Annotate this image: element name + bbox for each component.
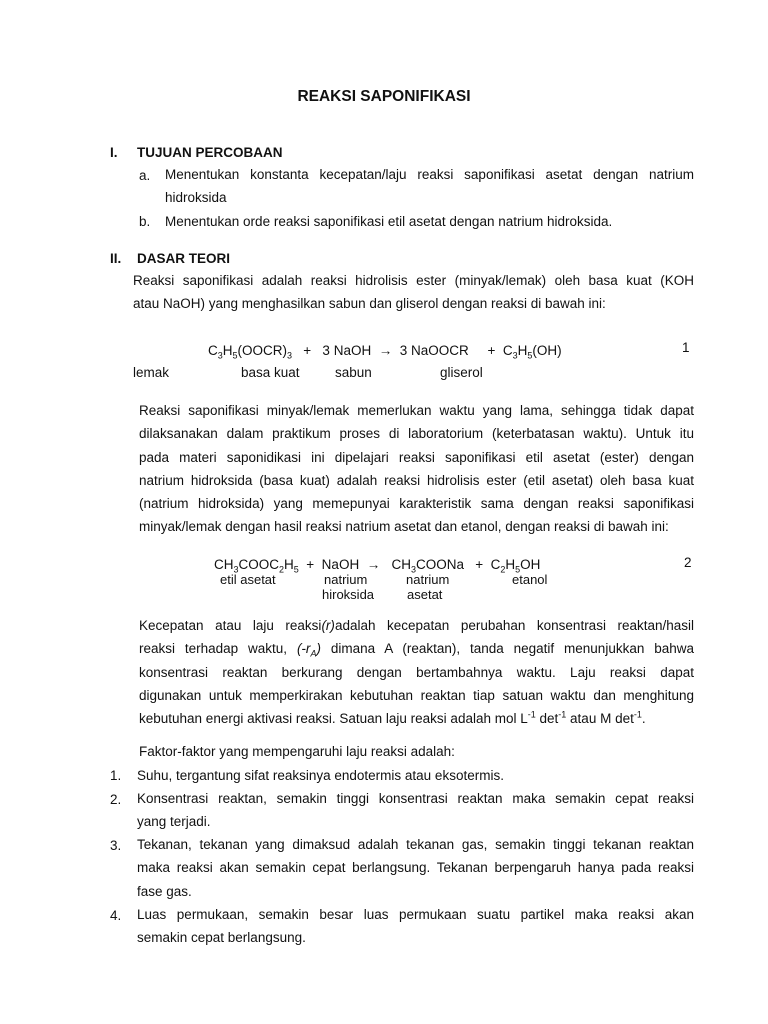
paragraph-3 xyxy=(139,614,694,730)
page-title: REAKSI SAPONIFIKASI xyxy=(297,88,471,105)
factor-3-line-2: maka reaksi akan semakin cepat berlangsung. Tekanan berpengaruh hanya pada reaksi xyxy=(137,860,694,876)
para2-line-2: dilaksanakan dalam praktikum proses di laboratorium (keterbatasan waktu). Untuk itu xyxy=(139,426,694,442)
intro-line-2: atau NaOH) yang menghasilkan sabun dan gliserol dengan reaksi di bawah ini: xyxy=(133,296,606,312)
para3-line-4: digunakan untuk memperkirakan kebutuhan reaktan tiap satuan waktu dan menghitung xyxy=(139,687,694,703)
label-natrium-2: natrium xyxy=(406,572,450,587)
para3-line-5: kebutuhan energi aktivasi reaksi. Satuan laju reaksi adalah mol $L^{-1}$ $\det^{-1}$ atau M $\det^{-1}$. xyxy=(139,709,646,727)
para2-line-4: natrium hidroksida (basa kuat) adalah reaksi hidrolisis ester (etil asetat) oleh basa kuat xyxy=(139,472,694,488)
factor-2-line-1: Konsentrasi reaktan, semakin tinggi konsentrasi reaktan maka semakin cepat reaksi xyxy=(137,791,694,806)
intro-line-1: Reaksi saponifikasi adalah reaksi hidrolisis ester (minyak/lemak) oleh basa kuat (KOH xyxy=(133,273,694,288)
factor-1-marker: 1. xyxy=(110,768,122,783)
objective-a-text xyxy=(165,163,694,210)
factor-3-text xyxy=(137,833,694,903)
factor-4-marker: 4. xyxy=(110,908,122,923)
factor-2-marker: 2. xyxy=(110,792,122,807)
equation-2: $CH_3COOC_2H_5$ + NaOH → $CH_3COONa + C_2H_5OH$ xyxy=(214,557,541,575)
objective-a-marker: a. xyxy=(139,168,151,183)
para3-line-1: Kecepatan atau laju reaksi(r)adalah kecepatan perubahan konsentrasi reaktan/hasil xyxy=(139,618,695,633)
section-2-number: II. xyxy=(110,251,122,266)
label-hiroksida: hiroksida xyxy=(322,587,375,602)
factors-intro: Faktor-faktor yang mempengaruhi laju reaksi adalah: xyxy=(139,744,455,759)
equation-2-number: 2 xyxy=(684,555,692,570)
para2-line-3: pada materi saponidikasi ini dipelajari reaksi saponifikasi etil asetat (ester) dengan xyxy=(139,449,694,465)
equation-1-number: 1 xyxy=(682,340,690,355)
objective-a-line-2: hidroksida xyxy=(165,190,227,206)
equation-1: $C_3H_5(OOCR)_3 + 3$ NaOH → 3 NaOOCR + $C_3H_5(OH)$ xyxy=(208,343,562,361)
label-asetat: asetat xyxy=(407,587,443,602)
section-1-heading: TUJUAN PERCOBAAN xyxy=(137,145,283,160)
intro-paragraph xyxy=(133,269,694,316)
para3-line-2: reaksi terhadap waktu, $(-r_A)$ dimana A (reaktan), tanda negatif menunjukkan bahwa xyxy=(139,641,694,659)
label-gliserol: gliserol xyxy=(440,365,483,380)
factor-3-line-3: fase gas. xyxy=(137,883,192,899)
para2-line-6: minyak/lemak dengan hasil reaksi natrium asetat dan etanol, dengan reaksi di bawah ini: xyxy=(139,519,669,535)
label-etanol: etanol xyxy=(512,572,548,587)
factor-1-text: Suhu, tergantung sifat reaksinya endotermis atau eksotermis. xyxy=(137,768,504,783)
para2-line-1: Reaksi saponifikasi minyak/lemak memerlukan waktu yang lama, sehingga tidak dapat xyxy=(139,403,694,418)
section-1-number: I. xyxy=(110,145,118,160)
section-2-heading: DASAR TEORI xyxy=(137,251,231,266)
factor-3-line-1: Tekanan, tekanan yang dimaksud adalah tekanan gas, semakin tinggi tekanan reaktan xyxy=(137,837,694,852)
label-etil-asetat: etil asetat xyxy=(220,572,276,587)
label-sabun: sabun xyxy=(335,365,372,380)
factor-4-text xyxy=(137,903,694,950)
factor-4-line-2: semakin cepat berlangsung. xyxy=(137,930,306,946)
label-basa-kuat: basa kuat xyxy=(241,365,300,380)
para2-line-5: (natrium hidroksida) yang memepunyai karakteristik sama dengan reaksi saponifikasi xyxy=(139,496,694,512)
factor-4-line-1: Luas permukaan, semakin besar luas permukaan suatu partikel maka reaksi akan xyxy=(137,907,694,922)
label-natrium-1: natrium xyxy=(324,572,368,587)
objective-b-marker: b. xyxy=(139,214,151,229)
label-lemak: lemak xyxy=(133,365,170,380)
objective-b-text: Menentukan orde reaksi saponifikasi etil asetat dengan natrium hidroksida. xyxy=(165,214,613,229)
factor-2-text xyxy=(137,787,694,834)
para3-line-3: konsentrasi reaktan berkurang dengan bertambahnya waktu. Laju reaksi dapat xyxy=(139,664,694,680)
factor-2-line-2: yang terjadi. xyxy=(137,814,211,830)
paragraph-2 xyxy=(139,399,694,539)
factor-3-marker: 3. xyxy=(110,838,122,853)
objective-a-line-1: Menentukan konstanta kecepatan/laju reaksi saponifikasi asetat dengan natrium xyxy=(165,167,694,182)
